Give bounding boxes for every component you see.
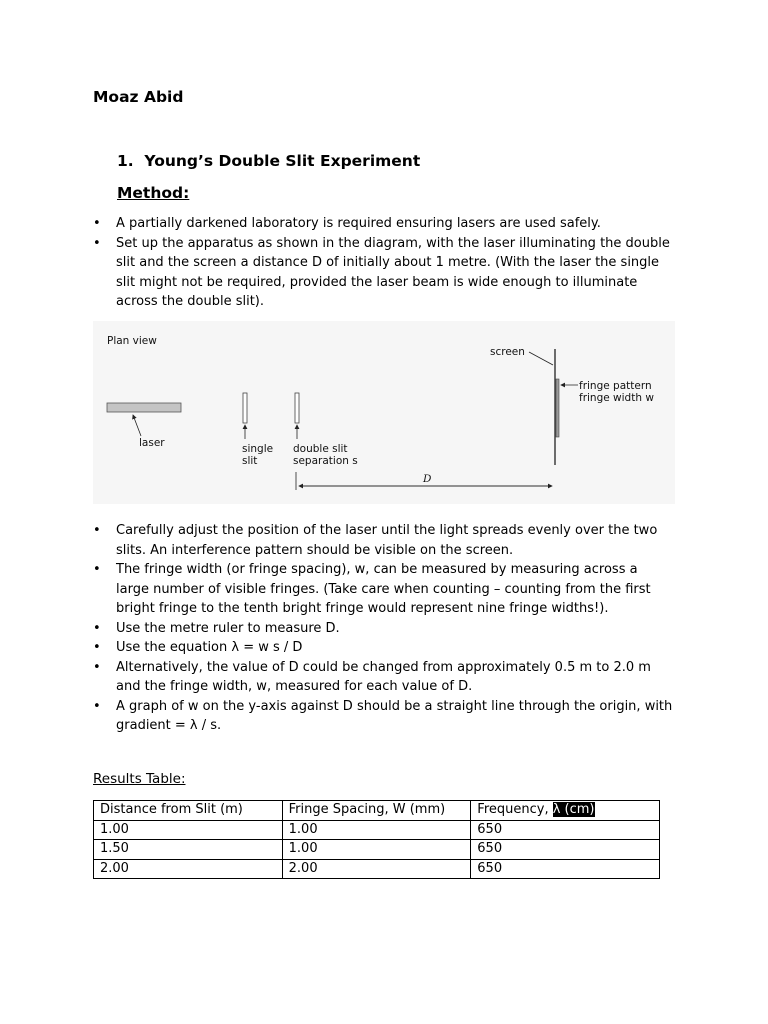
laser-pointer (133, 415, 141, 436)
bullet-icon: • (93, 698, 101, 714)
table-row (94, 840, 660, 860)
bullet-item (93, 619, 673, 639)
bullet-text: Use the metre ruler to measure D. (116, 620, 340, 636)
table-cell: 650 (471, 820, 660, 840)
method-label: Method: (117, 184, 190, 202)
fringe-pattern-label: fringe pattern (579, 380, 652, 392)
table-cell: 1.50 (94, 840, 283, 860)
section-number: 1. (117, 152, 134, 170)
bullet-icon: • (93, 640, 101, 655)
table-row (94, 820, 660, 840)
screen-pointer (529, 352, 553, 365)
bullet-text: Set up the apparatus as shown in the diagram, with the laser illuminating the double slit and the screen a distance D of initially about 1 metre. (With the laser the single slit might not be required, provided the laser beam is wide enough to illuminate across the double slit). (116, 235, 670, 309)
bullet-item (93, 521, 673, 560)
double-slit (295, 393, 299, 423)
bullet-text: A partially darkened laboratory is required ensuring lasers are used safely. (116, 216, 601, 231)
apparatus-diagram (93, 321, 675, 504)
double-slit-label: double slit (293, 443, 348, 455)
fringe-width-label: fringe width w (579, 392, 654, 404)
bullet-item (93, 560, 673, 619)
results-table (93, 800, 660, 879)
screen-label: screen (490, 346, 525, 358)
separation-label: separation s (293, 455, 358, 467)
author-name: Moaz Abid (93, 88, 184, 106)
bullet-text: Use the equation λ = w s / D (116, 640, 303, 655)
table-cell: 2.00 (282, 859, 471, 879)
single-label: single (242, 443, 274, 455)
method-bullets-before (93, 214, 673, 312)
apparatus-svg (93, 321, 675, 504)
header-frequency (471, 801, 660, 821)
table-cell: 650 (471, 859, 660, 879)
bullet-icon: • (93, 235, 101, 251)
bullet-icon: • (93, 523, 101, 538)
bullet-item (93, 234, 673, 312)
table-header-row (94, 801, 660, 821)
bullet-item (93, 214, 673, 234)
bullet-item (93, 658, 673, 697)
results-table-title: Results Table: (93, 771, 186, 787)
bullet-text: Carefully adjust the position of the laser until the light spreads evenly over the two slits. An interference pattern should be visible on the screen. (116, 523, 658, 558)
bullet-icon: • (93, 216, 101, 231)
bullet-text: Alternatively, the value of D could be changed from approximately 0.5 m to 2.0 m and the fringe width, w, measured for each value of D. (116, 659, 651, 694)
bullet-item (93, 697, 673, 736)
bullet-text: The fringe width (or fringe spacing), w, can be measured by measuring across a large number of visible fringes. (Take care when counting – counting from the first bright fringe to the tenth bright fringe would represent nine fringe widths!). (116, 562, 651, 616)
header-frequency-prefix: Frequency, (477, 802, 553, 818)
header-lambda-highlight: λ (cm) (552, 802, 595, 818)
bullet-icon: • (93, 562, 101, 577)
plan-view-label: Plan view (107, 335, 157, 347)
method-bullets-after (93, 521, 673, 736)
header-distance: Distance from Slit (m) (94, 801, 283, 821)
table-cell: 650 (471, 840, 660, 860)
table-row (94, 859, 660, 879)
slit-label: slit (242, 455, 258, 467)
laser-label: laser (139, 437, 165, 449)
laser-body (107, 403, 181, 412)
section-heading (117, 152, 420, 170)
table-cell: 2.00 (94, 859, 283, 879)
table-cell: 1.00 (282, 820, 471, 840)
table-cell: 1.00 (94, 820, 283, 840)
bullet-icon: • (93, 659, 101, 675)
section-title: Young’s Double Slit Experiment (144, 152, 421, 170)
bullet-icon: • (93, 620, 101, 636)
distance-label: D (423, 473, 432, 485)
bullet-text: A graph of w on the y-axis against D should be a straight line through the origin, with gradient = λ / s. (116, 698, 673, 733)
single-slit (243, 393, 247, 423)
table-cell: 1.00 (282, 840, 471, 860)
header-fringe-spacing: Fringe Spacing, W (mm) (282, 801, 471, 821)
fringe-pattern-bar (556, 379, 559, 437)
bullet-item (93, 638, 673, 658)
